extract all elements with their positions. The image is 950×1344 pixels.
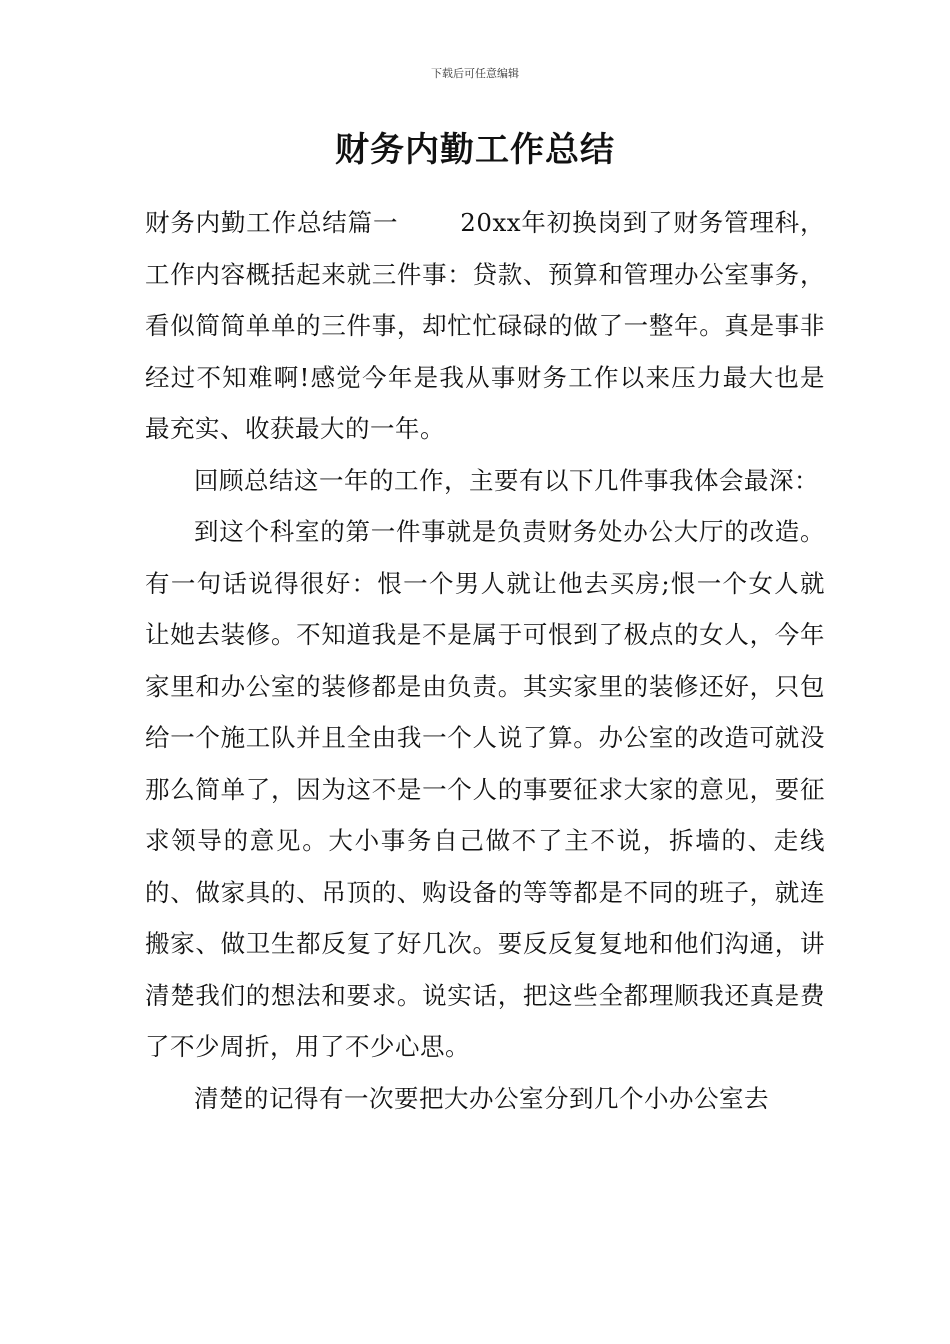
- paragraph: 回顾总结这一年的工作，主要有以下几件事我体会最深：: [194, 465, 819, 495]
- page-header-note: 下载后可任意编辑: [431, 67, 519, 80]
- paragraph-intro-text: 20xx年初换岗到了财务管理科，工作内容概括起来就三件事：贷款、预算和管理办公室事务，看似简简单单的三件事，却忙忙碌碌的做了一整年。真是事非经过不知难啊!感觉今年是我从事财务工作以来压力最大也是最充实、收获最大的一年。: [145, 208, 826, 443]
- paragraph: 到这个科室的第一件事就是负责财务处办公大厅的改造。有一句话说得很好：恨一个男人就让他去买房;恨一个女人就让她去装修。不知道我是不是属于可恨到了极点的女人，今年家里和办公室的装修都是由负责。其实家里的装修还好，只包给一个施工队并且全由我一个人说了算。办公室的改造可就没那么简单了，因为这不是一个人的事要征求大家的意见，要征求领导的意见。大小事务自己做不了主不说，拆墙的、走线的、做家具的、吊顶的、购设备的等等都是不同的班子，就连搬家、做卫生都反复了好几次。要反反复复地和他们沟通，讲清楚我们的想法和要求。说实话，把这些全都理顺我还真是费了不少周折，用了不少心思。: [145, 517, 825, 1061]
- document-title: 财务内勤工作总结: [335, 130, 615, 170]
- paragraph: 清楚的记得有一次要把大办公室分到几个小办公室去: [194, 1083, 769, 1113]
- paragraph-intro: [145, 197, 825, 455]
- section-label: 财务内勤工作总结篇一: [145, 208, 399, 237]
- document-body: [145, 197, 825, 1124]
